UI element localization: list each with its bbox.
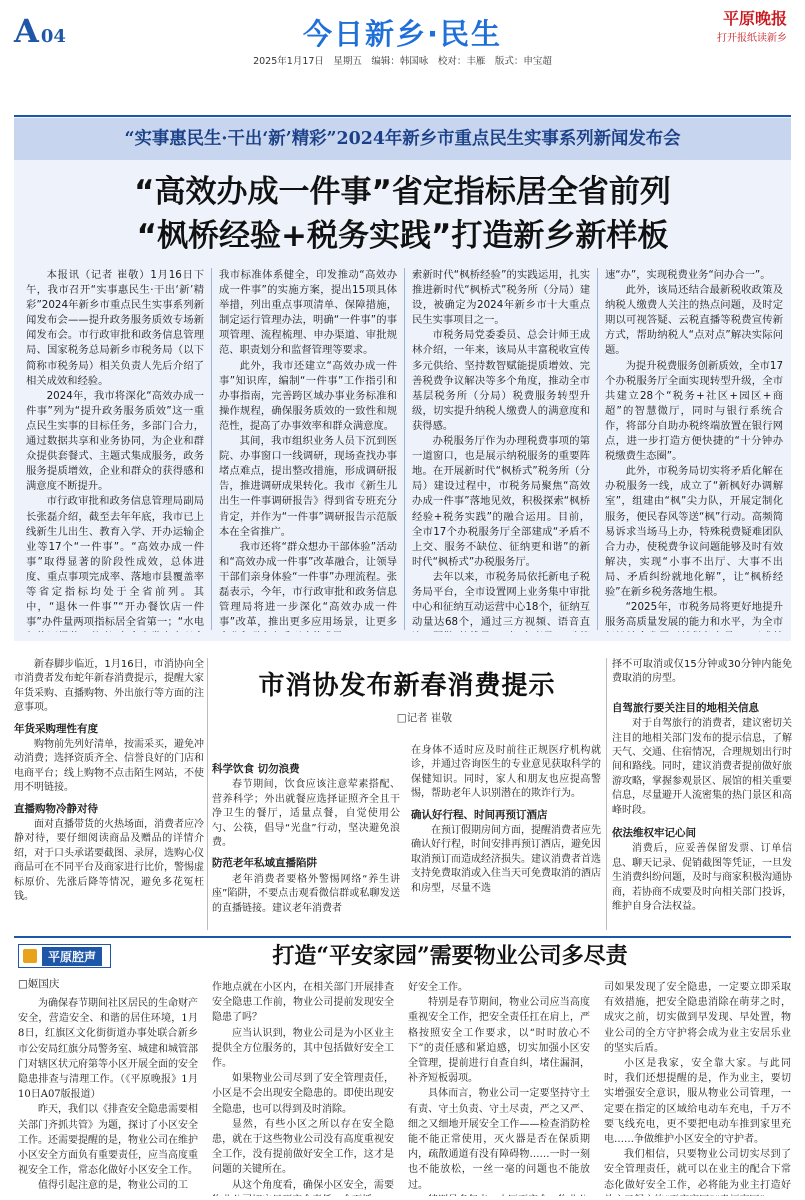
opinion-column-4 (604, 980, 791, 1196)
column-divider (211, 268, 212, 630)
paragraph: 在预订假期房间方面，提醒消费者应先确认好行程，时间安排再预订酒店，避免因取消预订而造成经济损失。建议消费者首选支持免费取消或入住当天可免费取消的酒店和房型，尽量不选 (411, 825, 601, 894)
paragraph: 如果物业公司尽到了安全管理责任，小区是不会出现安全隐患的。即使出现安全隐患，也可以得到及时消除。 (212, 1073, 394, 1115)
paragraph: 应当认识到，物业公司是为小区业主提供全方位服务的，其中包括做好安全工作。 (212, 1027, 394, 1070)
subheading: 科学饮食 切勿浪费 (212, 763, 300, 775)
headline-line-1: “高效办成一件事”省定指标居全省前列 (134, 174, 671, 210)
main-article-column-1 (26, 268, 204, 632)
opinion-column-1 (18, 996, 198, 1196)
subheading: 自驾旅行要关注目的地相关信息 (612, 701, 759, 714)
subheading: 确认好行程、时间再预订酒店 (411, 808, 548, 821)
paragraph: 此外，我市还建立“高效办成一件事”知识库，编制“一件事”工作指引和办事指南，完善跨区域办事业务标准和操作规程，确保服务质效的一致性和规范性，提高了办事效率和群众满意度。 (219, 359, 397, 432)
paragraph (408, 1193, 590, 1196)
column-divider (597, 268, 598, 630)
opinion-tag-label: 平原腔声 (42, 947, 102, 966)
column-divider (207, 658, 208, 930)
paragraph: 小区是我家，安全靠大家。与此同时，我们还想提醒的是，作为业主，要切实增强安全意识，服从物业公司管理，一定要在指定的区域给电动车充电，千万不要飞线充电，更不要把电动车推到家里充电……争做维护小区安全的守护者。 (604, 1058, 791, 1146)
paragraph: 索新时代“枫桥经验”的实践运用，扎实推进新时代“枫桥式”税务所（分局）建设，被确定为2024年新乡市十大重点民生实事项目之一。 (412, 269, 590, 327)
column-divider (606, 658, 607, 930)
paragraph: 其间，我市组织业务人员下沉到医院、办事窗口一线调研，现场查找办事堵点难点，提出整改措施，形成调研报告，推进调研成果转化。我市《新生儿出生一件事调研报告》得到省专班充分肯定，并作为“一件事”调研报告示范版本在全省推广。 (219, 435, 397, 538)
paragraph: 在身体不适时应及时前往正规医疗机构就诊，并通过咨询医生的专业意见获取科学的保健知识。同时，家人和朋友也应提高警惕，帮助老年人识别潜在的欺诈行为。 (411, 745, 601, 800)
opinion-tag (18, 944, 111, 968)
headline (14, 170, 791, 258)
paragraph: 市税务局党委委员、总会计师王成林介绍，一年来，该局从丰富税收宣传多元供给、坚持数智赋能提质增效、完善税费争议解决等多个角度，推动全市基层税务所（分局）税费服务转型升级，切实提升纳税人缴费人的满意度和获得感。 (412, 329, 590, 432)
subheading: 防范老年私域直播陷阱 (212, 857, 317, 870)
page-header (0, 0, 805, 67)
opinion-title: 打造“平安家园”需要物业公司多尽责 (272, 943, 628, 969)
main-article-column-3 (412, 268, 590, 632)
consumer-right-mid-column (411, 744, 601, 930)
subheading: 年货采购理性有度 (14, 722, 98, 735)
paragraph: 昨天，我们以《排查安全隐患需要相关部门齐抓共管》为题，探讨了小区安全工作。还需要提醒的是，物业公司在维护小区安全方面负有重要责任，应当高度重视安全工作，常态化做好小区安全工作。 (18, 1104, 198, 1177)
paragraph: 我市标准体系健全，印发推动“高效办成一件事”的实施方案，提出15项具体举措，列出重点事项清单、保障措施，制定运行管理办法，明确“一件事”的事项管理、流程梳理、申办渠道、审批规范、职责划分和监督管理等要求。 (219, 269, 397, 357)
paragraph: 具体而言，物业公司一定要坚持守土有责、守土负责、守土尽责，严之又严、细之又细地开展安全工作——检查消防栓能不能正常使用，灭火器是否在保质期内，疏散通道有没有障碍物……一时一刻也不能放松，一丝一毫的问题也不能放过。 (408, 1088, 590, 1191)
section-title: 今日新乡·民生 (302, 17, 503, 51)
brand-slogan: 打开报纸读新乡 (717, 33, 787, 44)
speech-icon (23, 949, 37, 963)
page-number-digits: 04 (40, 26, 66, 47)
paragraph: 我市还将“群众想办干部体验”活动和“高效办成一件事”改革融合，让领导干部们亲身体验“一件事”办理流程。张磊表示，今年，市行政审批和政务信息管理局将进一步深化“高效办成一件事”改革，推出更多应用场景，让更多 (219, 540, 397, 629)
paragraph: 2024年，我市将深化“高效办成一件事”列为“提升政务服务质效”这一重点民生实事的目标任务，多部门合力，通过数据共享和业务协同，为企业和群众提供套餐式、主题式集成服务，政务服务提质增效，企业和群众的获得感和满意度不断提升。 (26, 389, 204, 493)
paragraph: 择不可取消或仅15分钟或30分钟内能免费取消的房型。 (612, 659, 792, 685)
paragraph: 为确保春节期间社区居民的生命财产安全，营造安全、和谐的居住环境，1月8日，红旗区文化街街道办事处联合新乡市公安局红旗分局警务室、城建和城管部门对辖区状元府第等小区开展全面的安全隐患排查与清理工作。（《平原晚报》1月10日A07版报道） (18, 998, 198, 1101)
paragraph: 春节期间，饮食应该注意荤素搭配、营养科学；外出就餐应选择证照齐全且干净卫生的餐厅，适量点餐，自觉使用公勺、公筷，倡导“光盘”行动，坚决避免浪费。 (212, 779, 400, 849)
paragraph: 为提升税费服务创新质效，全市17个办税服务厅全面实现转型升级，全市共建立28个“税务+社区+园区+商超”的智慧微厅，同时与银行系统合作，将部分自助办税终端放置在银行网点，进一步打造方便快捷的“十分钟办税缴费生态圈”。 (605, 359, 783, 463)
opinion-column-3 (408, 980, 590, 1196)
banner-text: “实事惠民生·干出‘新’精彩”2024年新乡市重点民生实事系列新闻发布会 (124, 129, 681, 149)
subheading: 直播购物冷静对待 (14, 802, 98, 815)
paragraph: 此外，该局还结合最新税收政策及纳税人缴费人关注的热点问题，及时定期以可视答疑、云税直播等税费宣传新方式，帮助纳税人“点对点”解决实际问题。 (605, 284, 783, 357)
paragraph: 作地点就在小区内，在相关部门开展排查安全隐患工作前，物业公司提前发现安全隐患了吗？ (212, 982, 394, 1024)
subheading: 依法维权牢记心间 (612, 827, 696, 840)
main-article-column-2 (219, 268, 397, 632)
paragraph: 好安全工作。 (408, 982, 468, 993)
paragraph: 市行政审批和政务信息管理局副局长张磊介绍，截至去年年底，我市已上线新生儿出生、教育入学、开办运输企业等17个“一件事”。“高效办成一件事”取得显著的阶段性成效，总体进度、重点事项完成率、落地市县覆盖率等省定指标均处于全省前列。其中，“退休一件事”“开办餐饮店一件事”办件量两项指标居全省第一；“水电 (26, 495, 204, 629)
headline-line-2: “枫桥经验+税务实践”打造新乡新样板 (136, 218, 669, 254)
consumer-title: 市消协发布新春消费提示 (258, 671, 556, 701)
paragraph: 去年以来，市税务局依托新电子税务局平台，全市设置网上业务集中审批中心和征纳互动运营中心18个，征纳互动量达68个，通过三方视频、语音直 (412, 570, 590, 629)
paragraph: 面对直播带货的火热场面，消费者应冷静对待，要仔细阅读商品及赠品的详情介绍，对于口头承诺要截图、录屏，选购心仪商品可在不同平台及商家进行比价，警惕虚标原价、先涨后降等情况，避免多花冤枉钱。 (14, 819, 204, 903)
paragraph: 购物前先列好清单，按需采买，避免冲动消费；选择资质齐全、信誉良好的门店和电商平台；线上购物不点击陌生网站，不使用不明链接。 (14, 739, 204, 794)
opinion-column-2 (212, 980, 394, 1196)
brand-logo: 平原晚报 (722, 9, 787, 28)
banner (14, 118, 791, 160)
paragraph: 从这个角度看，确保小区安全，需要 (232, 1179, 394, 1191)
paragraph: 值得引起注意的是，物业公司的工 (38, 1180, 188, 1192)
paragraph: 办税服务厅作为办理税费事项的第一道窗口，也是展示纳税服务的重要阵地。在开展新时代“枫桥式”税务所（分局）建设过程中，市税务局聚焦“高效办成一件事”落地见效，积极探索“枫桥经验+税务实践”的融合运用。目前，全市17个办税服务厅全部建成“矛盾不上交、服务不缺位、征纳更和谐”的新时代“枫桥式”办税服务厅。 (412, 435, 590, 568)
paragraph: 此外，市税务局切实将矛盾化解在办税服务一线，成立了“新枫好办调解室”，组建由“枫”尖力队，开展定制化服务，便民春风等送“枫”行动。高频简易诉求当场马上办，特殊税费疑难团队合力办，使税费争议问题能够及时有效解决，实现“小事不出厅、大事不出局、矛盾纠纷就地化解”，让“枫桥经验”在新乡税务落地生根。 (605, 465, 783, 598)
page-letter: A (14, 12, 39, 50)
opinion-byline: □姬国庆 (18, 978, 60, 990)
main-article-column-4 (605, 268, 783, 632)
paragraph: 消费后，应妥善保留发票、订单信息、聊天记录、促销截图等凭证，一旦发生消费纠纷问题，及时与商家积极沟通协商，若协商不成要及时向相关部门投诉，维护自身合法权益。 (612, 843, 792, 913)
paragraph: 本报讯（记者 崔敬）1月16日下午，我市召开“实事惠民生·干出‘新’精彩”2024年新乡市重点民生实事系列新闻发布会——提升政务服务质效专场新闻发布会。市行政审批和政务信息管理局、国家税务总局新乡市税务局（以下简称市税务局）相关负责人先后介绍了相关成效和经验。 (26, 269, 204, 387)
paragraph: 特别是春节期间，物业公司应当高度重视安全工作，把安全责任扛在肩上，严格按照安全工作要求，以“时时放心不下”的责任感和紧迫感，切实加强小区安全管理，提前进行自查自纠，堵住漏洞，补齐短板弱项。 (408, 997, 590, 1085)
column-divider (404, 268, 405, 630)
paragraph: 速“办”，实现税费业务“问办合一”。 (605, 269, 771, 281)
paragraph: 显然，有些小区之所以存在安全隐患，就在于这些物业公司没有高度重视安全工作，没有提前做好安全工作，这才是问题的关键所在。 (212, 1118, 394, 1176)
paragraph: 新春脚步临近，1月16日，市消协向全市消费者发布蛇年新春消费提示，提醒大家年货采购、直播购物、外出旅行等方面的注意事项。 (14, 659, 204, 714)
consumer-byline: □记者 崔敬 (396, 712, 452, 724)
consumer-right-column (612, 658, 792, 930)
paragraph: “2025年，市税务局将更好地提升服务高质量发展的能力和水平，为全市 (605, 601, 783, 629)
consumer-left-column (14, 658, 204, 928)
section-divider (14, 936, 791, 938)
consumer-mid-column (212, 760, 400, 930)
paragraph: 司如果发现了安全隐患，一定要立即采取有效措施，把安全隐患消除在萌芽之时，成灾之前，切实做到早发现、早处置，物业公司的全方守护将会成为业主安居乐业的坚实后盾。 (604, 982, 791, 1054)
paragraph: 对于自驾旅行的消费者，建议密切关注目的地相关部门发布的提示信息，了解天气、交通、住宿情况，合理规划出行时间和路线。同时，建议消费者提前做好旅游攻略，掌握参观景区、展馆的相关重要信息，尽量避开人流密集的热门景区和高峰时段。 (612, 718, 792, 816)
dateline: 2025年1月17日 星期五 编辑：韩国咏 校对：丰雁 版式：申宝超 (253, 56, 552, 67)
consumer-headline (212, 668, 602, 725)
paragraph: 我们相信，只要物业公司切实尽到了安全管理责任，就可以在业主的配合下常态化做好安全工作，必将能为业主打造好 (604, 1149, 791, 1191)
paragraph: 老年消费者要格外警惕网络“养生讲座”陷阱，不要点击观看微信群或私聊发送的直播链接。建议老年消费者 (212, 873, 400, 914)
